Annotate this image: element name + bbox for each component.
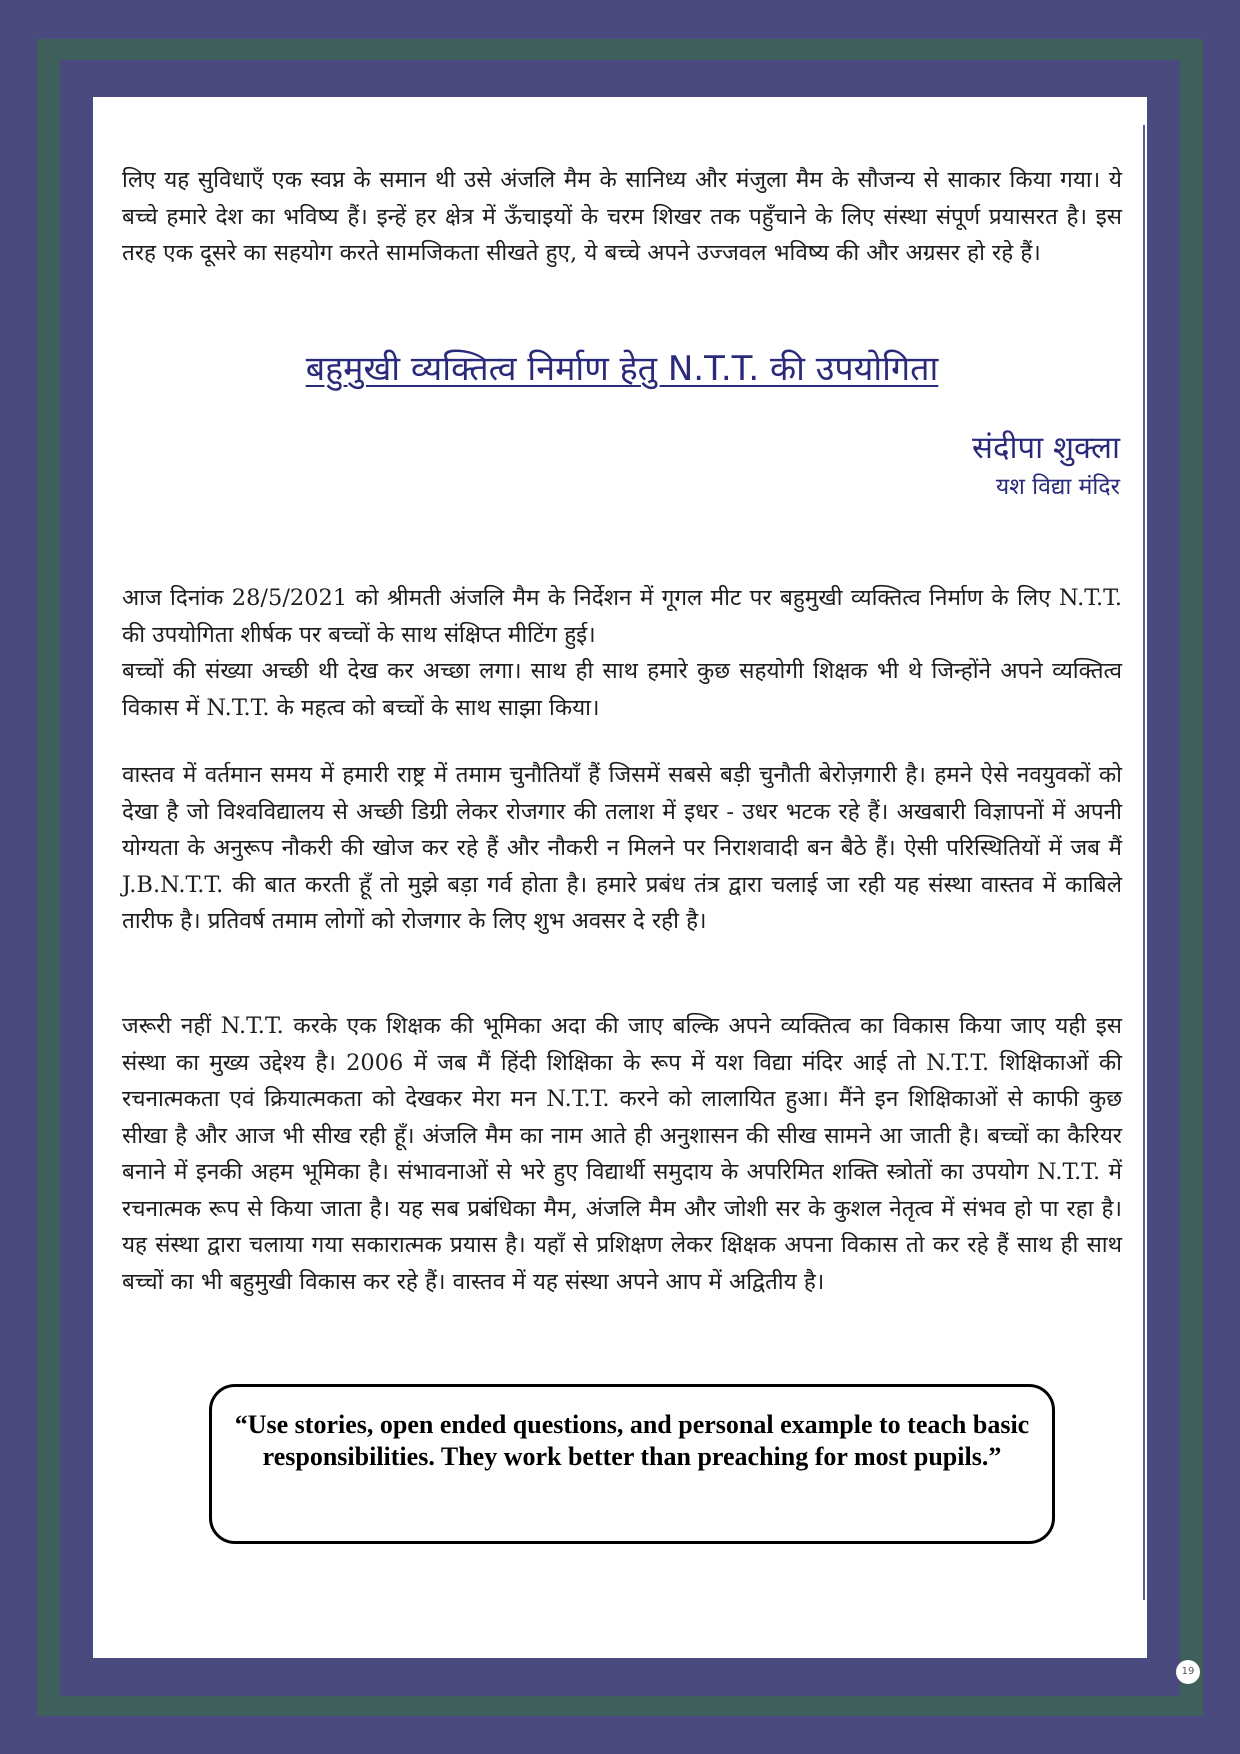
article-paragraph-1: आज दिनांक 28/5/2021 को श्रीमती अंजलि मैम के निर्देशन में गूगल मीट पर बहुमुखी व्यक्तित्व निर्माण के लिए N.T.T. की उपयोगिता शीर्षक पर बच्चों के साथ संक्षिप्त मीटिंग हुई। — [122, 585, 1122, 648]
author-school: यश विद्या मंदिर — [995, 474, 1120, 500]
article-paragraph-2: बच्चों की संख्या अच्छी थी देख कर अच्छा लगा। साथ ही साथ हमारे कुछ सहयोगी शिक्षक भी थे जिन्होंने अपने व्यक्तित्व विकास में N.T.T. के महत्व को बच्चों के साथ साझा किया। — [122, 658, 1122, 721]
intro-paragraph: लिए यह सुविधाएँ एक स्वप्न के समान थी उसे अंजलि मैम के सानिध्य और मंजुला मैम के सौजन्य से साकार किया गया। ये बच्चे हमारे देश का भविष्य हैं। इन्हें हर क्षेत्र में ऊँचाइयों के चरम शिखर तक पहुँचाने के लिए संस्था संपूर्ण प्रयासरत है। इस तरह एक दूसरे का सहयोग करते सामजिकता सीखते हुए, ये बच्चे अपने उज्जवल भविष्य की और अग्रसर हो रहे हैं। — [122, 167, 1122, 266]
page-number: 19 — [1176, 1660, 1200, 1684]
quote-text: “Use stories, open ended questions, and personal example to teach basic responsibilities. They work better than preaching for most pupils.” — [234, 1410, 1030, 1471]
article-paragraph-3: वास्तव में वर्तमान समय में हमारी राष्ट्र में तमाम चुनौतियाँ हैं जिसमें सबसे बड़ी चुनौती बेरोज़गारी है। हमने ऐसे नवयुवकों को देखा है जो विश्वविद्यालय से अच्छी डिग्री लेकर रोजगार की तलाश में इधर - उधर भटक रहे हैं। अखबारी विज्ञापनों में अपनी योग्यता के अनुरूप नौकरी की खोज कर रहे हैं और नौकरी न मिलने पर निराशवादी बन बैठे हैं। ऐसी परिस्थितियों में जब मैं J.B.N.T.T. की बात करती हूँ तो मुझे बड़ा गर्व होता है। हमारे प्रबंध तंत्र द्वारा चलाई जा रही यह संस्था वास्तव में काबिले तारीफ है। प्रतिवर्ष तमाम लोगों को रोजगार के लिए शुभ अवसर दे रही है। — [122, 762, 1122, 934]
article-title: बहुमुखी व्यक्तित्व निर्माण हेतु N.T.T. की उपयोगिता — [305, 349, 939, 389]
author-name: संदीपा शुक्ला — [972, 430, 1120, 466]
article-paragraph-4: जरूरी नहीं N.T.T. करके एक शिक्षक की भूमिका अदा की जाए बल्कि अपने व्यक्तित्व का विकास किया जाए यही इस संस्था का मुख्य उद्देश्य है। 2006 में जब मैं हिंदी शिक्षिका के रूप में यश विद्या मंदिर आई तो N.T.T. शिक्षिकाओं की रचनात्मकता एवं क्रियात्मकता को देखकर मेरा मन N.T.T. करने को लालायित हुआ। मैंने इन शिक्षिकाओं से काफी कुछ सीखा है और आज भी सीख रही हूँ। अंजलि मैम का नाम आते ही अनुशासन की सीख सामने आ जाती है। बच्चों का कैरियर बनाने में इनकी अहम भूमिका है। संभावनाओं से भरे हुए विद्यार्थी समुदाय के अपरिमित शक्ति स्त्रोतों का उपयोग N.T.T. में रचनात्मक रूप से किया जाता है। यह सब प्रबंधिका मैम, अंजलि मैम और जोशी सर के कुशल नेतृत्व में संभव हो पा रहा है। यह संस्था द्वारा चलाया गया सकारात्मक प्रयास है। यहाँ से प्रशिक्षण लेकर क्षिक्षक अपना विकास तो कर रहे हैं साथ ही साथ बच्चों का भी बहुमुखी विकास कर रहे हैं। वास्तव में यह संस्था अपने आप में अद्वितीय है। — [122, 1013, 1122, 1295]
page-edge-line — [1143, 125, 1145, 1600]
quote-box — [209, 1384, 1055, 1544]
